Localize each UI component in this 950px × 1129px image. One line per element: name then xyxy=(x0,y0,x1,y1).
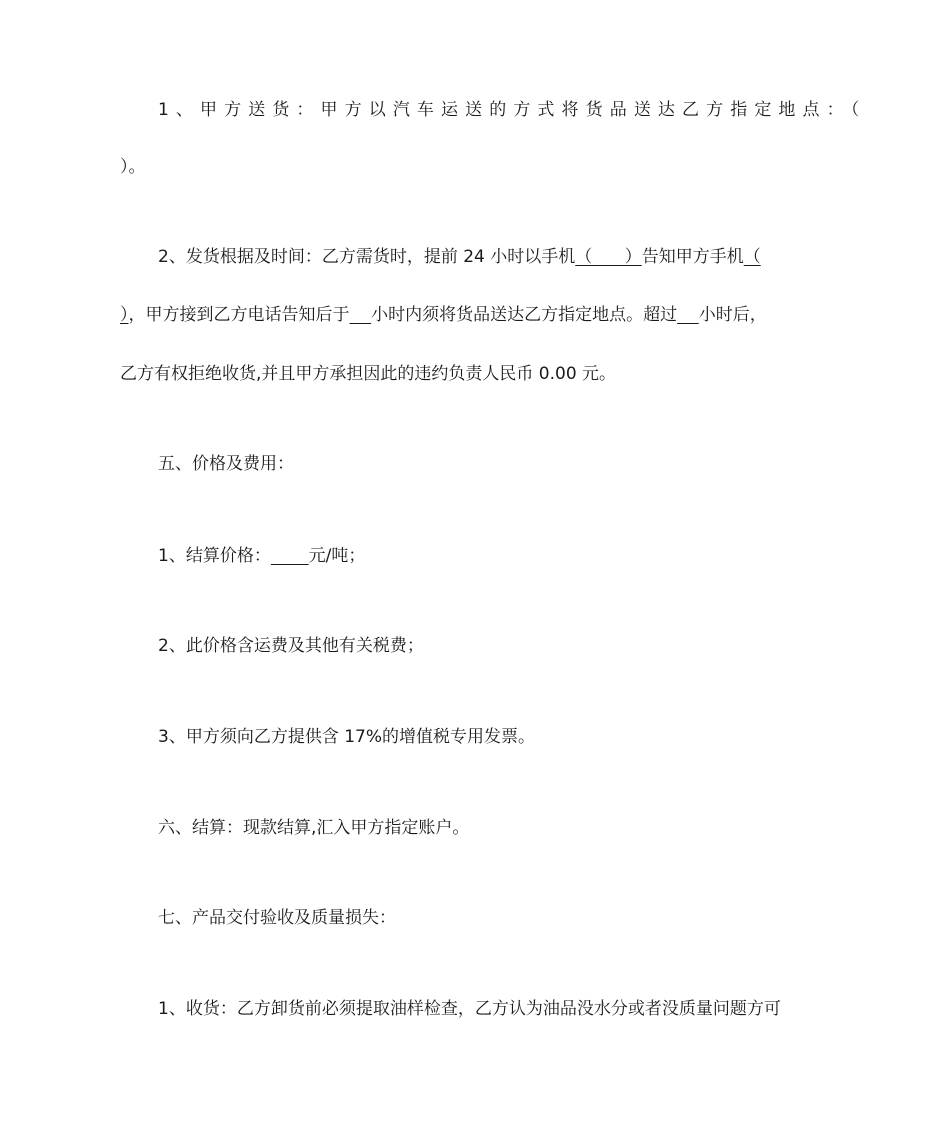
overdue-hours-blank xyxy=(677,305,699,325)
delivery-clause-text: 1、甲方送货：甲方以汽车运送的方式将货品送达乙方指定地点：（ xyxy=(158,100,867,120)
shipping-basis-text: 2、发货根据及时间：乙方需货时，提前 24 小时以手机 xyxy=(158,247,576,267)
seller-phone-blank-end: ） xyxy=(120,305,129,325)
invoice-text: 3、甲方须向乙方提供含 17%的增值税专用发票。 xyxy=(158,727,536,747)
settlement-text: 六、结算：现款结算,汇入甲方指定账户。 xyxy=(158,818,470,838)
receipt-text: 1、收货：乙方卸货前必须提取油样检查，乙方认为油品没水分或者没质量问题方可 xyxy=(158,999,781,1019)
shipping-basis-text-3: ，甲方接到乙方电话告知后于 xyxy=(128,305,350,325)
settlement-price-label: 1、结算价格： xyxy=(158,546,271,566)
price-blank xyxy=(271,546,309,566)
invoice-line xyxy=(158,726,535,748)
acceptance-heading: 七、产品交付验收及质量损失： xyxy=(158,908,396,928)
delivery-hours-blank xyxy=(350,305,372,325)
seller-phone-blank-start: （ xyxy=(743,247,761,267)
price-unit: 元/吨； xyxy=(308,546,366,566)
price-includes-line xyxy=(158,635,424,657)
receipt-line xyxy=(158,998,781,1020)
delivery-clause-end: ）。 xyxy=(120,157,146,177)
section-5-heading xyxy=(158,453,294,475)
delivery-clause-line-1 xyxy=(158,99,866,121)
shipping-basis-text-2: 告知甲方手机 xyxy=(641,247,744,267)
price-and-fees-heading: 五、价格及费用： xyxy=(158,454,294,474)
price-includes-text: 2、此价格含运费及其他有关税费； xyxy=(158,636,424,656)
delivery-clause-line-2 xyxy=(120,156,146,178)
shipping-basis-text-4: 小时内须将货品送达乙方指定地点。超过 xyxy=(371,305,678,325)
shipping-basis-text-5: 小时后， xyxy=(698,305,767,325)
shipping-penalty-text: 乙方有权拒绝收货,并且甲方承担因此的违约负责人民币 0.00 元。 xyxy=(120,364,617,384)
shipping-basis-line-1 xyxy=(158,246,761,268)
settlement-price-line xyxy=(158,545,365,567)
section-6-line xyxy=(158,817,469,839)
buyer-phone-blank: （ ） xyxy=(575,247,642,267)
section-7-heading xyxy=(158,907,396,929)
shipping-basis-line-2 xyxy=(120,304,767,326)
shipping-basis-line-3 xyxy=(120,363,616,385)
